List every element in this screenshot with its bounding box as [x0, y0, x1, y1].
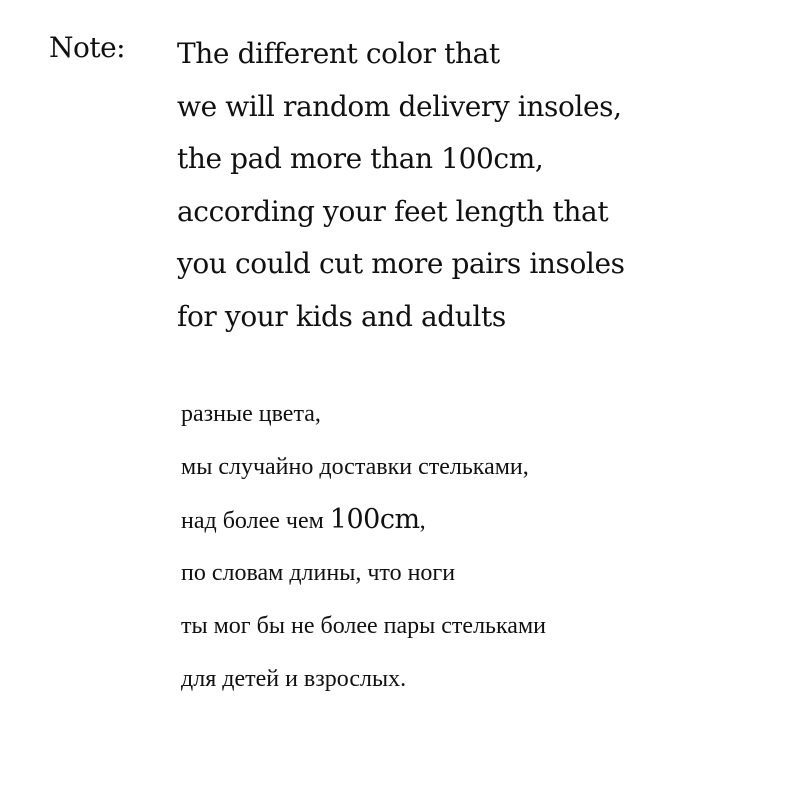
russian-line-3-suffix: , — [419, 508, 426, 534]
english-line-4: according your feet length that — [177, 194, 609, 228]
russian-line-4: по словам длины, что ноги — [181, 560, 456, 586]
russian-line-3-measure: 100cm — [329, 504, 420, 535]
english-line-5: you could cut more pairs insoles — [177, 247, 625, 280]
russian-line-1: разные цвета, — [181, 401, 321, 427]
english-line-1: The different color that — [177, 37, 500, 70]
english-note-text — [177, 34, 787, 349]
english-line-6: for your kids and adults — [177, 299, 506, 333]
english-line-3: the pad more than 100cm, — [177, 142, 544, 175]
english-line-2: we will random delivery insoles, — [177, 89, 622, 123]
russian-line-3-prefix: над более чем — [181, 508, 330, 534]
russian-line-3 — [181, 500, 781, 553]
russian-line-5: ты мог бы не более пары стельками — [181, 613, 546, 639]
russian-note-text — [181, 394, 781, 712]
note-label: Note: — [49, 31, 126, 64]
russian-line-6: для детей и взрослых. — [181, 666, 407, 692]
russian-line-2: мы случайно доставки стельками, — [181, 454, 529, 480]
